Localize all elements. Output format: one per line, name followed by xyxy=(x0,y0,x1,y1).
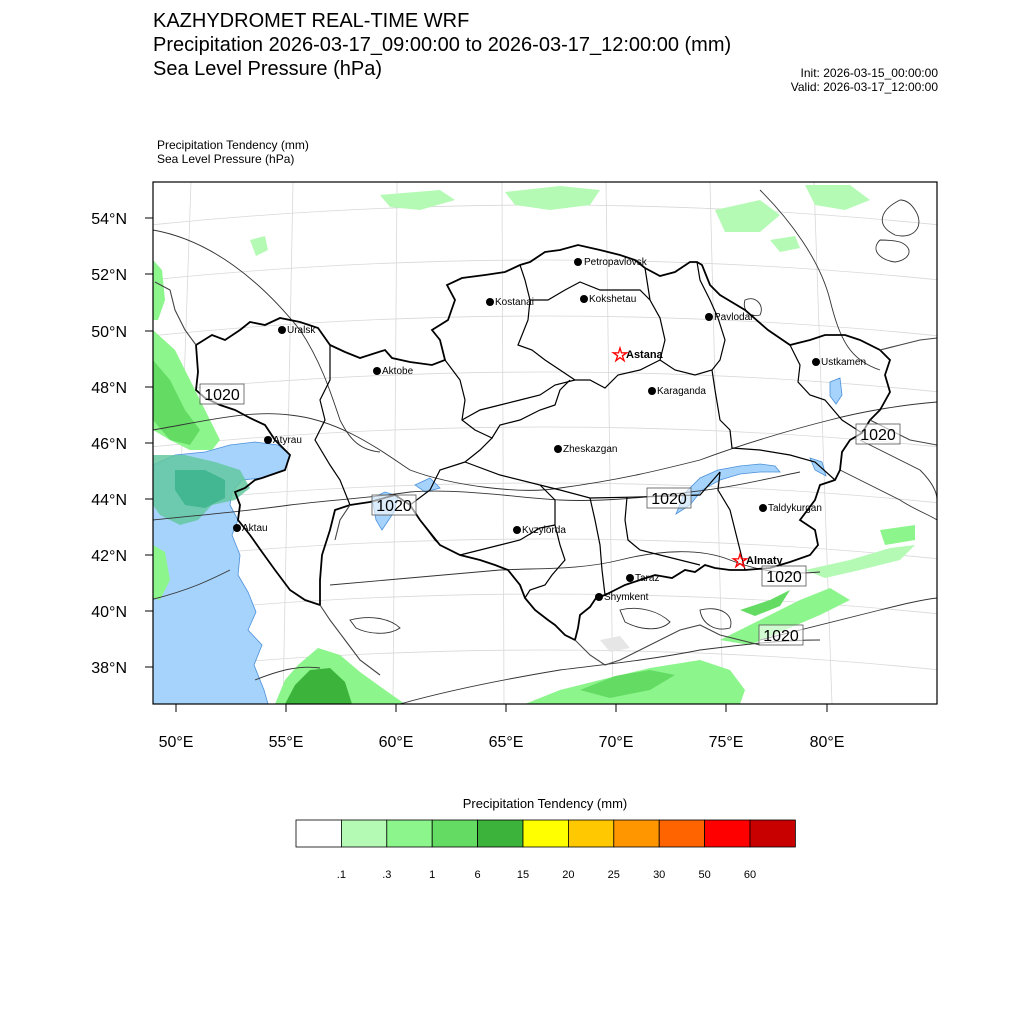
legend-swatch xyxy=(659,820,704,847)
svg-text:Uralsk: Uralsk xyxy=(287,325,316,336)
lat-label-46: 46°N xyxy=(91,436,127,453)
legend-swatch xyxy=(341,820,386,847)
svg-text:Kostanai: Kostanai xyxy=(495,297,534,308)
legend-swatch xyxy=(750,820,795,847)
isobar-label: 1020 xyxy=(766,569,802,586)
lon-label-50: 50°E xyxy=(158,734,194,751)
longitude-labels xyxy=(159,734,845,751)
legend-swatch xyxy=(568,820,613,847)
svg-text:Aktau: Aktau xyxy=(242,523,268,534)
title-line-1: KAZHYDROMET REAL-TIME WRF xyxy=(153,10,470,32)
svg-text:Kyzylorda: Kyzylorda xyxy=(522,525,566,536)
city-shymkent xyxy=(595,592,649,603)
isobar-label: 1020 xyxy=(376,498,412,515)
legend-label: 6 xyxy=(474,869,481,881)
isobar-label: 1020 xyxy=(860,427,896,444)
lon-label-55: 55°E xyxy=(268,734,304,751)
lat-label-42: 42°N xyxy=(91,548,127,565)
legend-label: 25 xyxy=(607,869,620,881)
legend-label: 50 xyxy=(698,869,711,881)
lon-label-70: 70°E xyxy=(598,734,634,751)
legend-swatch xyxy=(387,820,432,847)
svg-text:Taldykurgan: Taldykurgan xyxy=(768,503,822,514)
legend-swatch xyxy=(614,820,659,847)
isobar-label: 1020 xyxy=(651,491,687,508)
svg-text:Astana: Astana xyxy=(626,349,663,361)
lon-label-65: 65°E xyxy=(488,734,524,751)
legend-labels xyxy=(337,869,756,881)
legend-label: 60 xyxy=(743,869,757,881)
lat-label-52: 52°N xyxy=(91,267,127,284)
isobar-label: 1020 xyxy=(763,628,799,645)
city-zheskazgan xyxy=(554,444,617,455)
legend-swatch xyxy=(478,820,523,847)
legend-swatch xyxy=(705,820,750,847)
lon-label-80: 80°E xyxy=(809,734,845,751)
lat-label-50: 50°N xyxy=(91,324,127,341)
city-karaganda xyxy=(648,386,706,397)
lat-label-40: 40°N xyxy=(91,604,127,621)
svg-text:Zheskazgan: Zheskazgan xyxy=(563,444,618,455)
legend-colorbar xyxy=(296,820,795,847)
svg-text:Pavlodar: Pavlodar xyxy=(714,312,754,323)
init-time: Init: 2026-03-15_00:00:00 xyxy=(800,66,938,80)
lat-label-48: 48°N xyxy=(91,380,127,397)
lat-label-54: 54°N xyxy=(91,211,127,228)
svg-text:Taraz: Taraz xyxy=(635,573,660,584)
legend-label: 15 xyxy=(516,869,530,881)
legend-swatch xyxy=(296,820,341,847)
svg-text:Atyrau: Atyrau xyxy=(273,435,302,446)
legend-label: .3 xyxy=(382,869,392,881)
svg-text:Petropavlovsk: Petropavlovsk xyxy=(584,257,647,268)
city-ustkamen xyxy=(812,357,866,368)
svg-text:Ustkamen: Ustkamen xyxy=(821,357,867,368)
title-line-3: Sea Level Pressure (hPa) xyxy=(153,58,383,80)
city-petropavlovsk xyxy=(574,257,648,268)
lon-label-75: 75°E xyxy=(708,734,744,751)
subtitle-line-2: Sea Level Pressure (hPa) xyxy=(157,152,295,166)
city-kokshetau xyxy=(580,294,636,305)
svg-text:Aktobe: Aktobe xyxy=(382,366,414,377)
svg-text:Almaty: Almaty xyxy=(746,555,783,567)
lat-label-44: 44°N xyxy=(91,492,127,509)
lon-label-60: 60°E xyxy=(378,734,414,751)
city-taldykurgan xyxy=(759,503,822,514)
legend-swatch xyxy=(523,820,568,847)
isobar-label: 1020 xyxy=(204,387,240,404)
legend-label: .1 xyxy=(336,869,346,881)
latitude-labels xyxy=(91,211,127,677)
legend-title: Precipitation Tendency (mm) xyxy=(462,796,628,811)
legend-label: 20 xyxy=(562,869,575,881)
legend-swatch xyxy=(432,820,477,847)
svg-text:Karaganda: Karaganda xyxy=(657,386,706,397)
legend-label: 30 xyxy=(653,869,666,881)
subtitle-line-1: Precipitation Tendency (mm) xyxy=(157,138,309,152)
svg-text:Shymkent: Shymkent xyxy=(604,592,649,603)
valid-time: Valid: 2026-03-17_12:00:00 xyxy=(790,80,938,94)
svg-text:Kokshetau: Kokshetau xyxy=(589,294,637,305)
title-line-2: Precipitation 2026-03-17_09:00:00 to 2026-03-17_12:00:00 (mm) xyxy=(153,34,732,56)
legend-label: 1 xyxy=(429,869,436,881)
lat-label-38: 38°N xyxy=(91,660,127,677)
